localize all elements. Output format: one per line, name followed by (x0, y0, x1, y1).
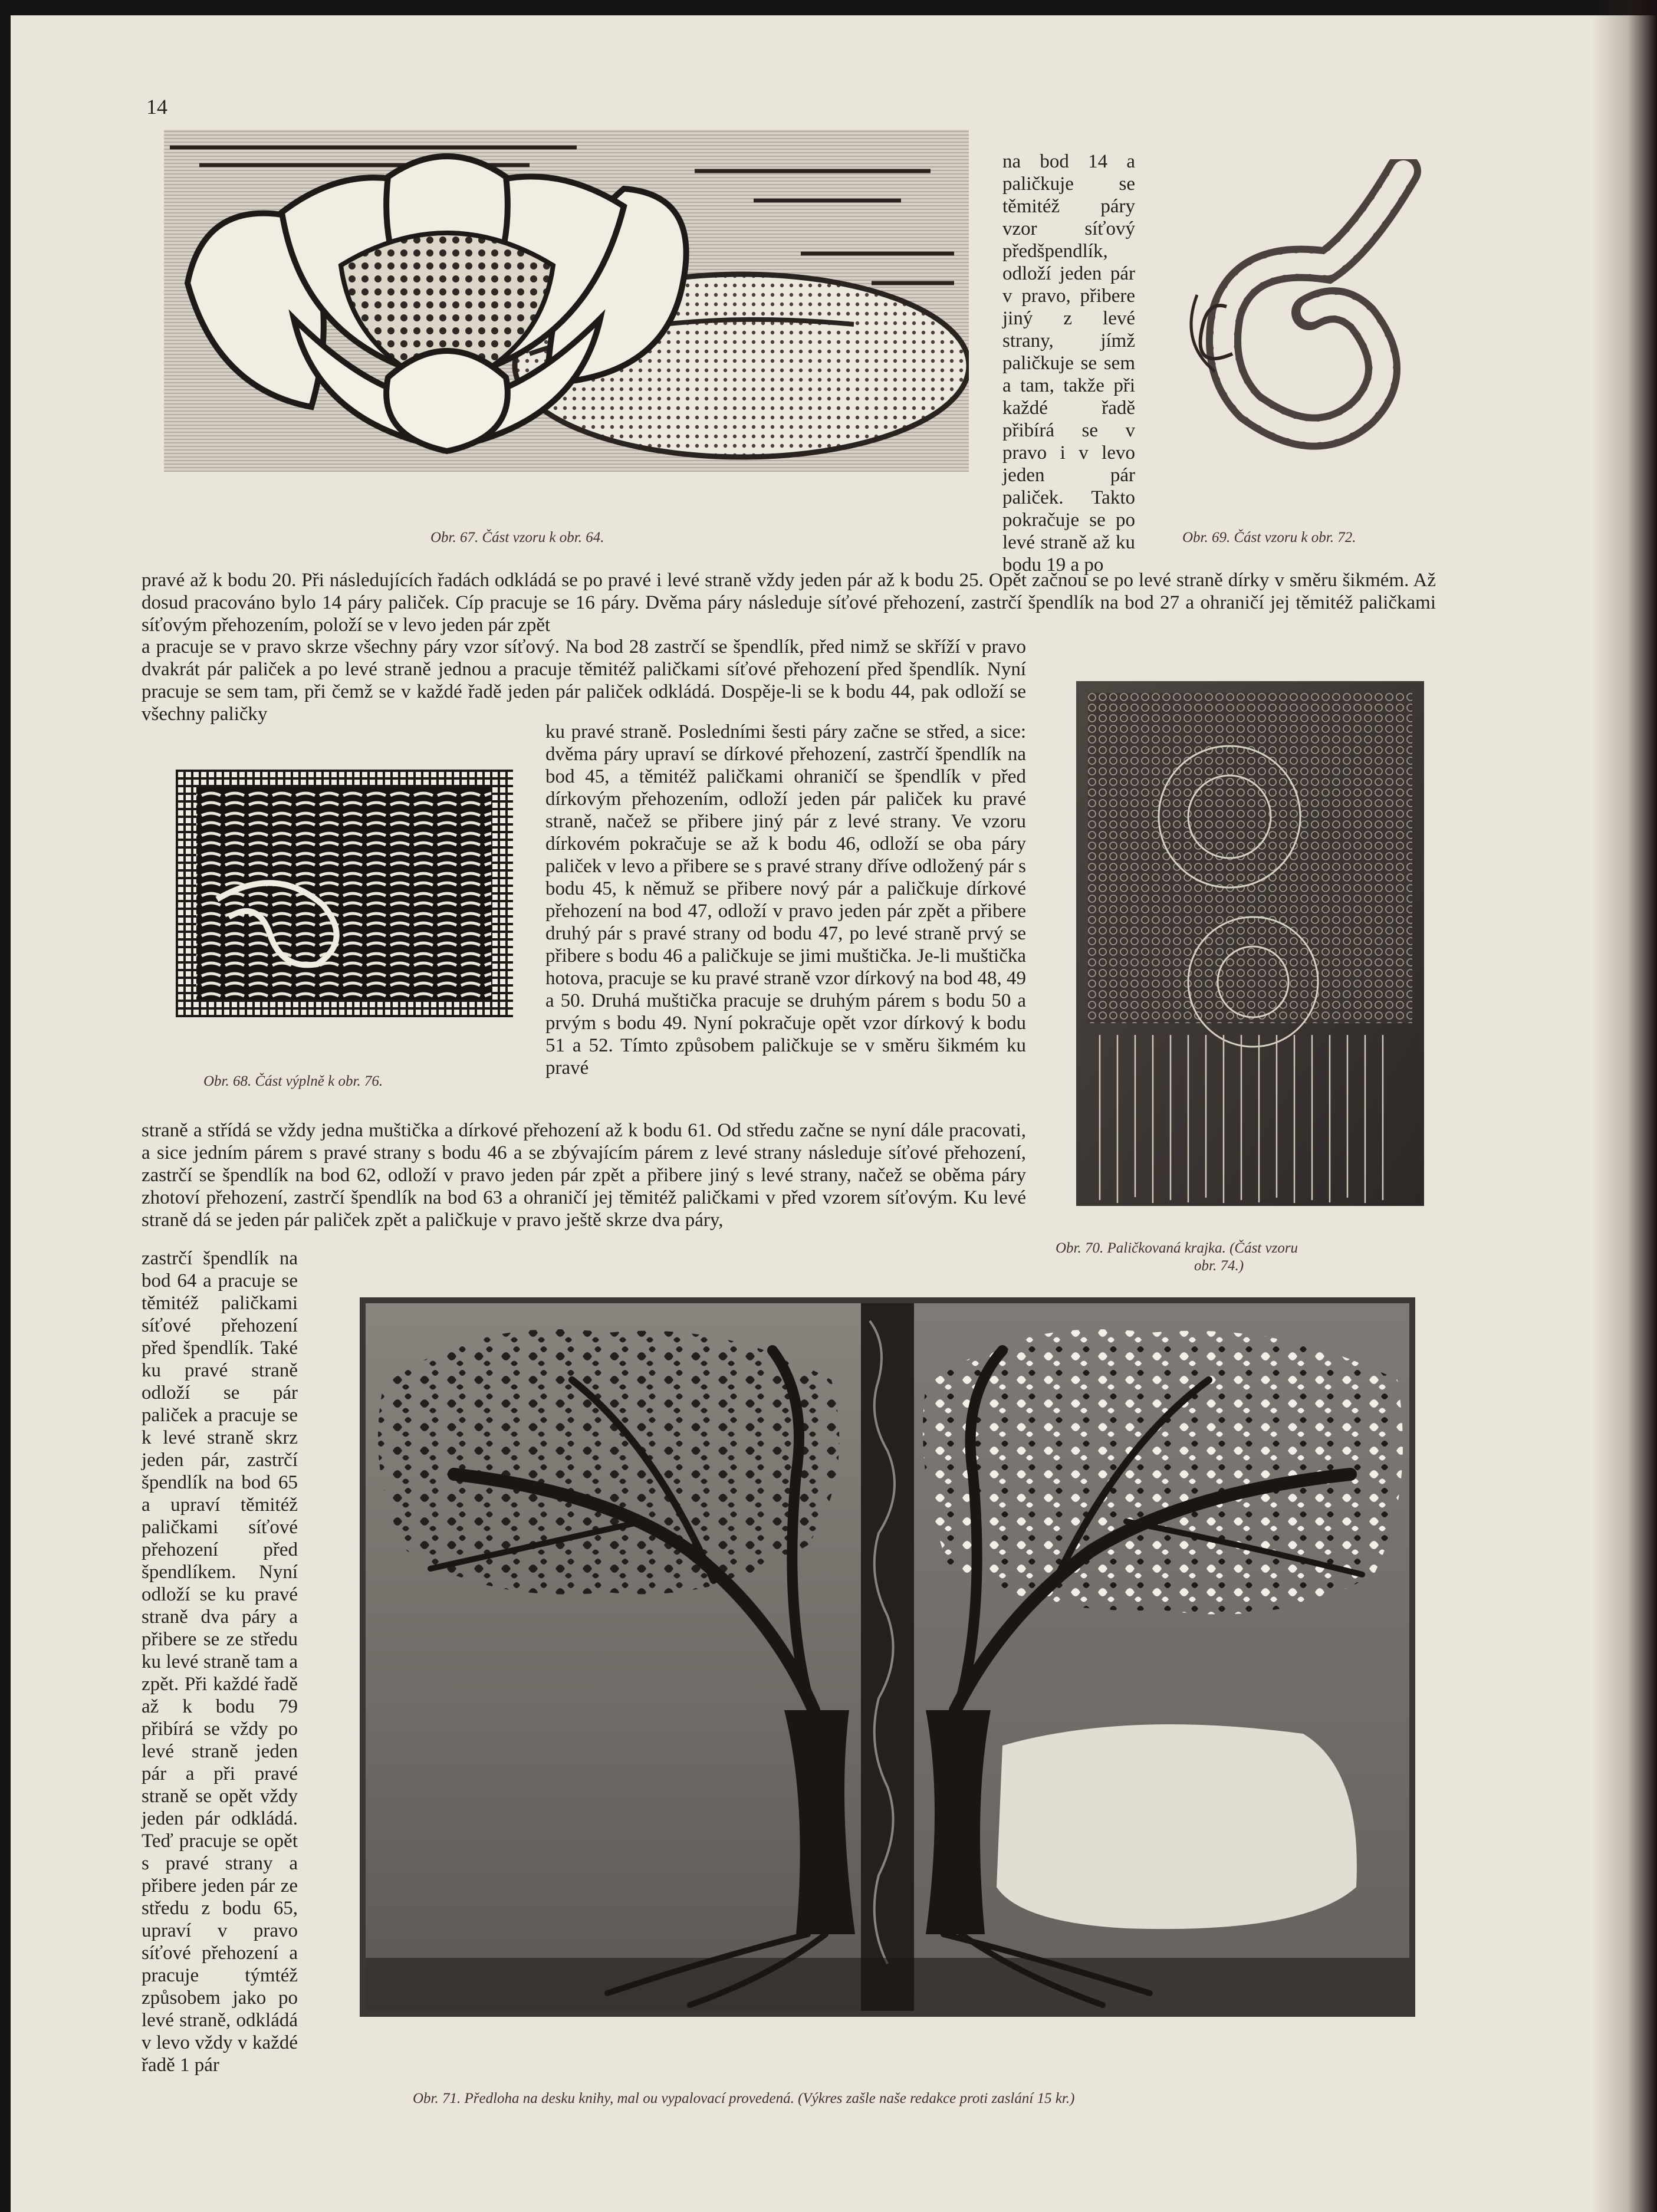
caption-figure-71: Obr. 71. Předloha na desku knihy, mal ou vypalovací provedená. (Výkres zašle naše redakce proti zaslání 15 kr.) (413, 2091, 1075, 2106)
text-column-right-top: na bod 14 a paličkuje se těmitéž páry vzor síťový předšpendlík, odloží jeden pár v pravo, přibere jiný z levé strany, jímž paličkuje se sem a tam, takže při každé řadě přibírá se v pravo i v levo jeden pár paliček. Takto pokračuje se po levé straně až ku bodu 19 a po (1002, 151, 1135, 576)
caption-figure-70-line-1: Obr. 70. Paličkovaná krajka. (Část vzoru (1056, 1240, 1298, 1256)
caption-figure-68: Obr. 68. Část výplně k obr. 76. (203, 1073, 383, 1089)
page-number: 14 (146, 95, 167, 119)
caption-figure-67: Obr. 67. Část vzoru k obr. 64. (430, 530, 604, 545)
scan-border-left (0, 0, 11, 2212)
caption-figure-70-line-2: obr. 74.) (1194, 1258, 1244, 1274)
figure-71-book-cover-tree (360, 1297, 1415, 2017)
caption-figure-69: Obr. 69. Část vzoru k obr. 72. (1182, 530, 1356, 545)
text-full-width-1: pravé až k bodu 20. Při následujících řadách odkládá se po pravé i levé straně vždy jeden pár až k bodu 25. Opět začnou se po levé straně dírky v směru šikmém. Až dosud pracováno bylo 14 páry paliček. Cíp pracuje se 16 páry. Dvěma páry následuje síťové přehození, zastrčí špendlík na bod 27 a ohraničí jej těmitéž paličkami síťovým přehozením, položí se v levo jeden pár zpět (142, 570, 1436, 636)
scan-border-top (0, 0, 1657, 15)
binding-shadow (1592, 0, 1657, 2212)
figure-67-water-lily (164, 130, 969, 472)
figure-69-lace-cord (1168, 159, 1451, 478)
figure-70-bobbin-lace (1076, 681, 1424, 1206)
text-full-width-2: straně a střídá se vždy jedna muštička a dírkové přehození až k bodu 61. Od středu začne se nyní dále pracovati, a sice jedním párem s pravé strany s bodu 46 a se zbývajícím párem z levé strany následuje síťové přehození, zastrčí se špendlík na bod 62, odloží v pravo jeden pár zpět a přibere jiný s levé strany, načež se oběma páry zhotoví přehození, zastrčí špendlík na bod 63 a ohraničí jej těmitéž paličkami v před vzorem síťovým. Ku levé straně dá se jeden pár paliček zpět a paličkuje v pravo ještě skrze dva páry, (142, 1120, 1026, 1231)
text-middle-center: ku pravé straně. Posledními šesti páry začne se střed, a sice: dvěma páry upraví se dírkové přehození, zastrčí špendlík na bod 45, a těmitéž paličkami ohraničí se špendlík v před dírkovým přehozením, odloží jeden pár paliček ku pravé straně, načež se přibere jiný pár z levé strany. Ve vzoru dírkovém pokračuje se až k bodu 46, odloží se oba páry paliček v levo a přibere se s pravé strany dříve odložený pár s bodu 45, k němuž se přibere nový pár a paličkuje dírkové přehození na bod 47, odloží v pravo jeden pár zpět a přibere druhý pár s pravé strany od bodu 47, po levé straně prvý se přibere s bodu 46 a paličkuje se jimi muštička. Je-li muštička hotova, pracuje se ku pravé straně vzor dírkový na bod 48, 49 a 50. Druhá muštička pracuje se druhým párem s bodu 50 a prvým s bodu 49. Nyní pokračuje opět vzor dírkový k bodu 51 a 52. Tímto způsobem paličkuje se v směru šikmém ku pravé (545, 721, 1026, 1079)
text-middle-left: a pracuje se v pravo skrze všechny páry vzor síťový. Na bod 28 zastrčí se špendlík, před nimž se skříží v pravo dvakrát pár paliček a po levé straně jednou a pracuje těmitéž paličkami síťové přehození před špendlík. Nyní pracuje se sem tam, při čemž se v každé řadě jeden pár paliček odkládá. Dospěje-li se k bodu 44, pak odloží se všechny paličky (142, 636, 1026, 725)
figure-68-filling-pattern (176, 770, 513, 1017)
text-left-narrow-column: zastrčí špendlík na bod 64 a pracuje se těmitéž paličkami síťové přehození před špendlík. Také ku pravé straně odloží se pár paliček a pracuje se k levé straně skrz jeden pár, zastrčí špendlík na bod 65 a upraví těmitéž paličkami síťové přehození před špendlíkem. Nyní odloží se ku pravé straně dva páry a přibere se ze středu ku levé straně tam a zpět. Při každé řadě až k bodu 79 přibírá se vždy po levé straně jeden pár a při pravé straně se opět vždy jeden pár odkládá. Teď pracuje se opět s pravé strany a přibere jeden pár ze středu z bodu 65, upraví v pravo síťové přehození a pracuje týmtéž způsobem jako po levé straně, odkládá v levo vždy v každé řadě 1 pár (142, 1248, 298, 2076)
